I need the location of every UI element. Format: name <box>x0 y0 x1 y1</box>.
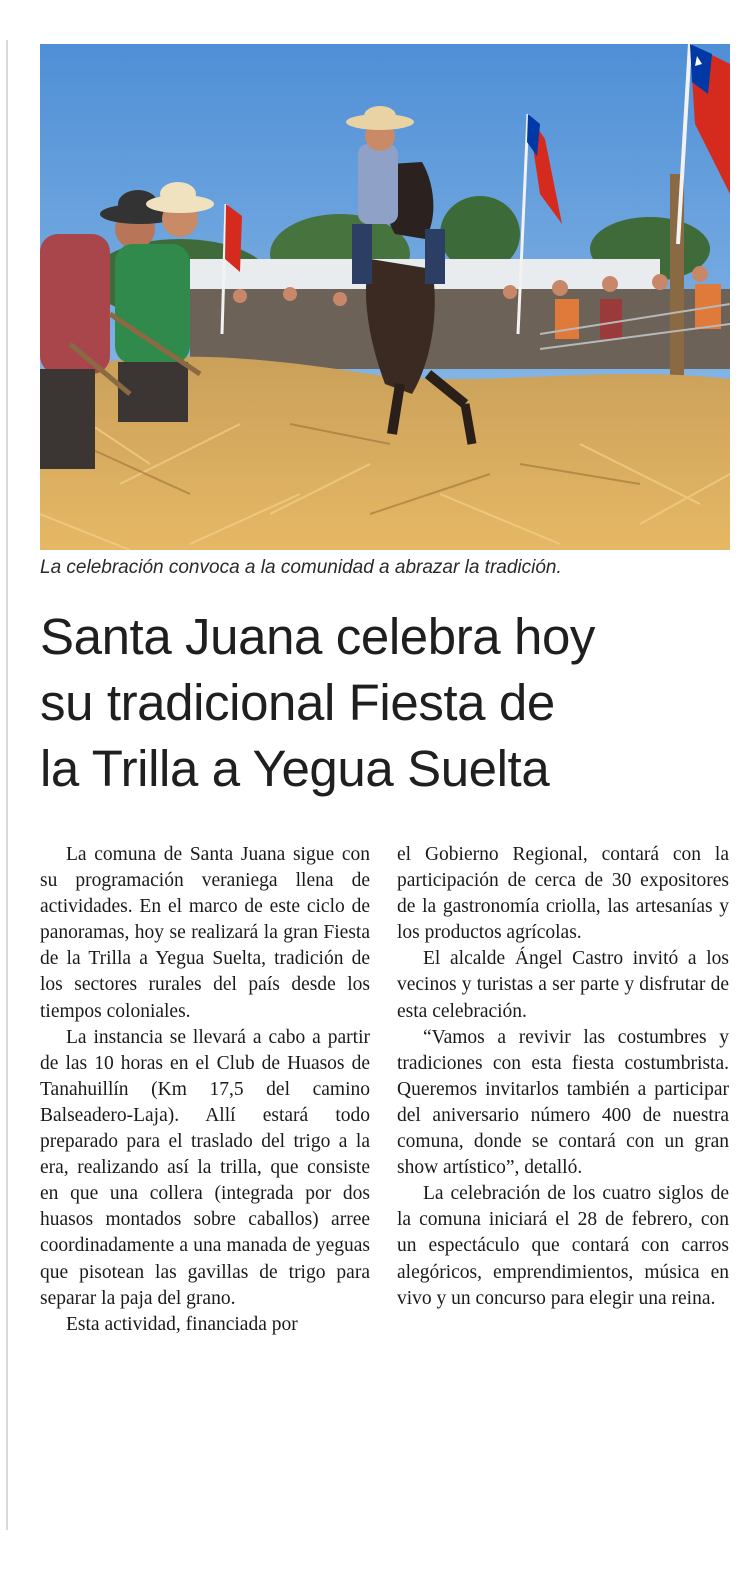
headline-line: Santa Juana celebra hoy <box>40 608 596 665</box>
page-margin-rule <box>6 40 8 1530</box>
article-headline <box>40 604 740 802</box>
body-paragraph: La comuna de Santa Juana sigue con su programación veraniega llena de actividades. En el marco de este ciclo de panoramas, hoy se realizará la gran Fiesta de la Trilla a Yegua Suelta, tradición de los sectores rurales del país desde los tiempos coloniales. <box>40 844 370 1022</box>
body-column-left <box>40 842 370 1338</box>
body-paragraph-continued: el Gobierno Regional, contará con la participación de cerca de 30 expositores de la gastronomía criolla, las artesanías y los productos agrícolas. <box>397 844 729 944</box>
photo-caption: La celebración convoca a la comunidad a abrazar la tradición. <box>40 557 562 578</box>
body-paragraph: “Vamos a revivir las costumbres y tradiciones con esta fiesta costumbrista. Queremos invitarlos también a participar del aniversario número 400 de nuestra comuna, donde se contará con un gran show artístico”, detalló. <box>397 1026 729 1179</box>
body-column-right <box>397 842 729 1312</box>
body-paragraph: La instancia se llevará a cabo a partir de las 10 horas en el Club de Huasos de Tanahuillín (Km 17,5 del camino Balseadero-Laja). Allí estará todo preparado para el traslado del trigo a la era, realizando así la trilla, que consiste en que una collera (integrada por dos huasos montados sobre caballos) arree coordinadamente a una manada de yeguas que pisotean las gavillas de trigo para separar la paja del grano. <box>40 1026 370 1309</box>
headline-line: su tradicional Fiesta de <box>40 674 555 731</box>
body-paragraph: El alcalde Ángel Castro invitó a los vecinos y turistas a ser parte y disfrutar de esta celebración. <box>397 948 729 1022</box>
body-paragraph: La celebración de los cuatro siglos de la comuna iniciará el 28 de febrero, con un espectáculo que contará con carros alegóricos, emprendimientos, música en vivo y un concurso para elegir una reina. <box>397 1183 729 1309</box>
trilla-photo-illustration <box>40 44 730 550</box>
headline-line: la Trilla a Yegua Suelta <box>40 740 550 797</box>
body-paragraph: Esta actividad, financiada por <box>66 1313 298 1335</box>
article-photo <box>40 44 730 550</box>
